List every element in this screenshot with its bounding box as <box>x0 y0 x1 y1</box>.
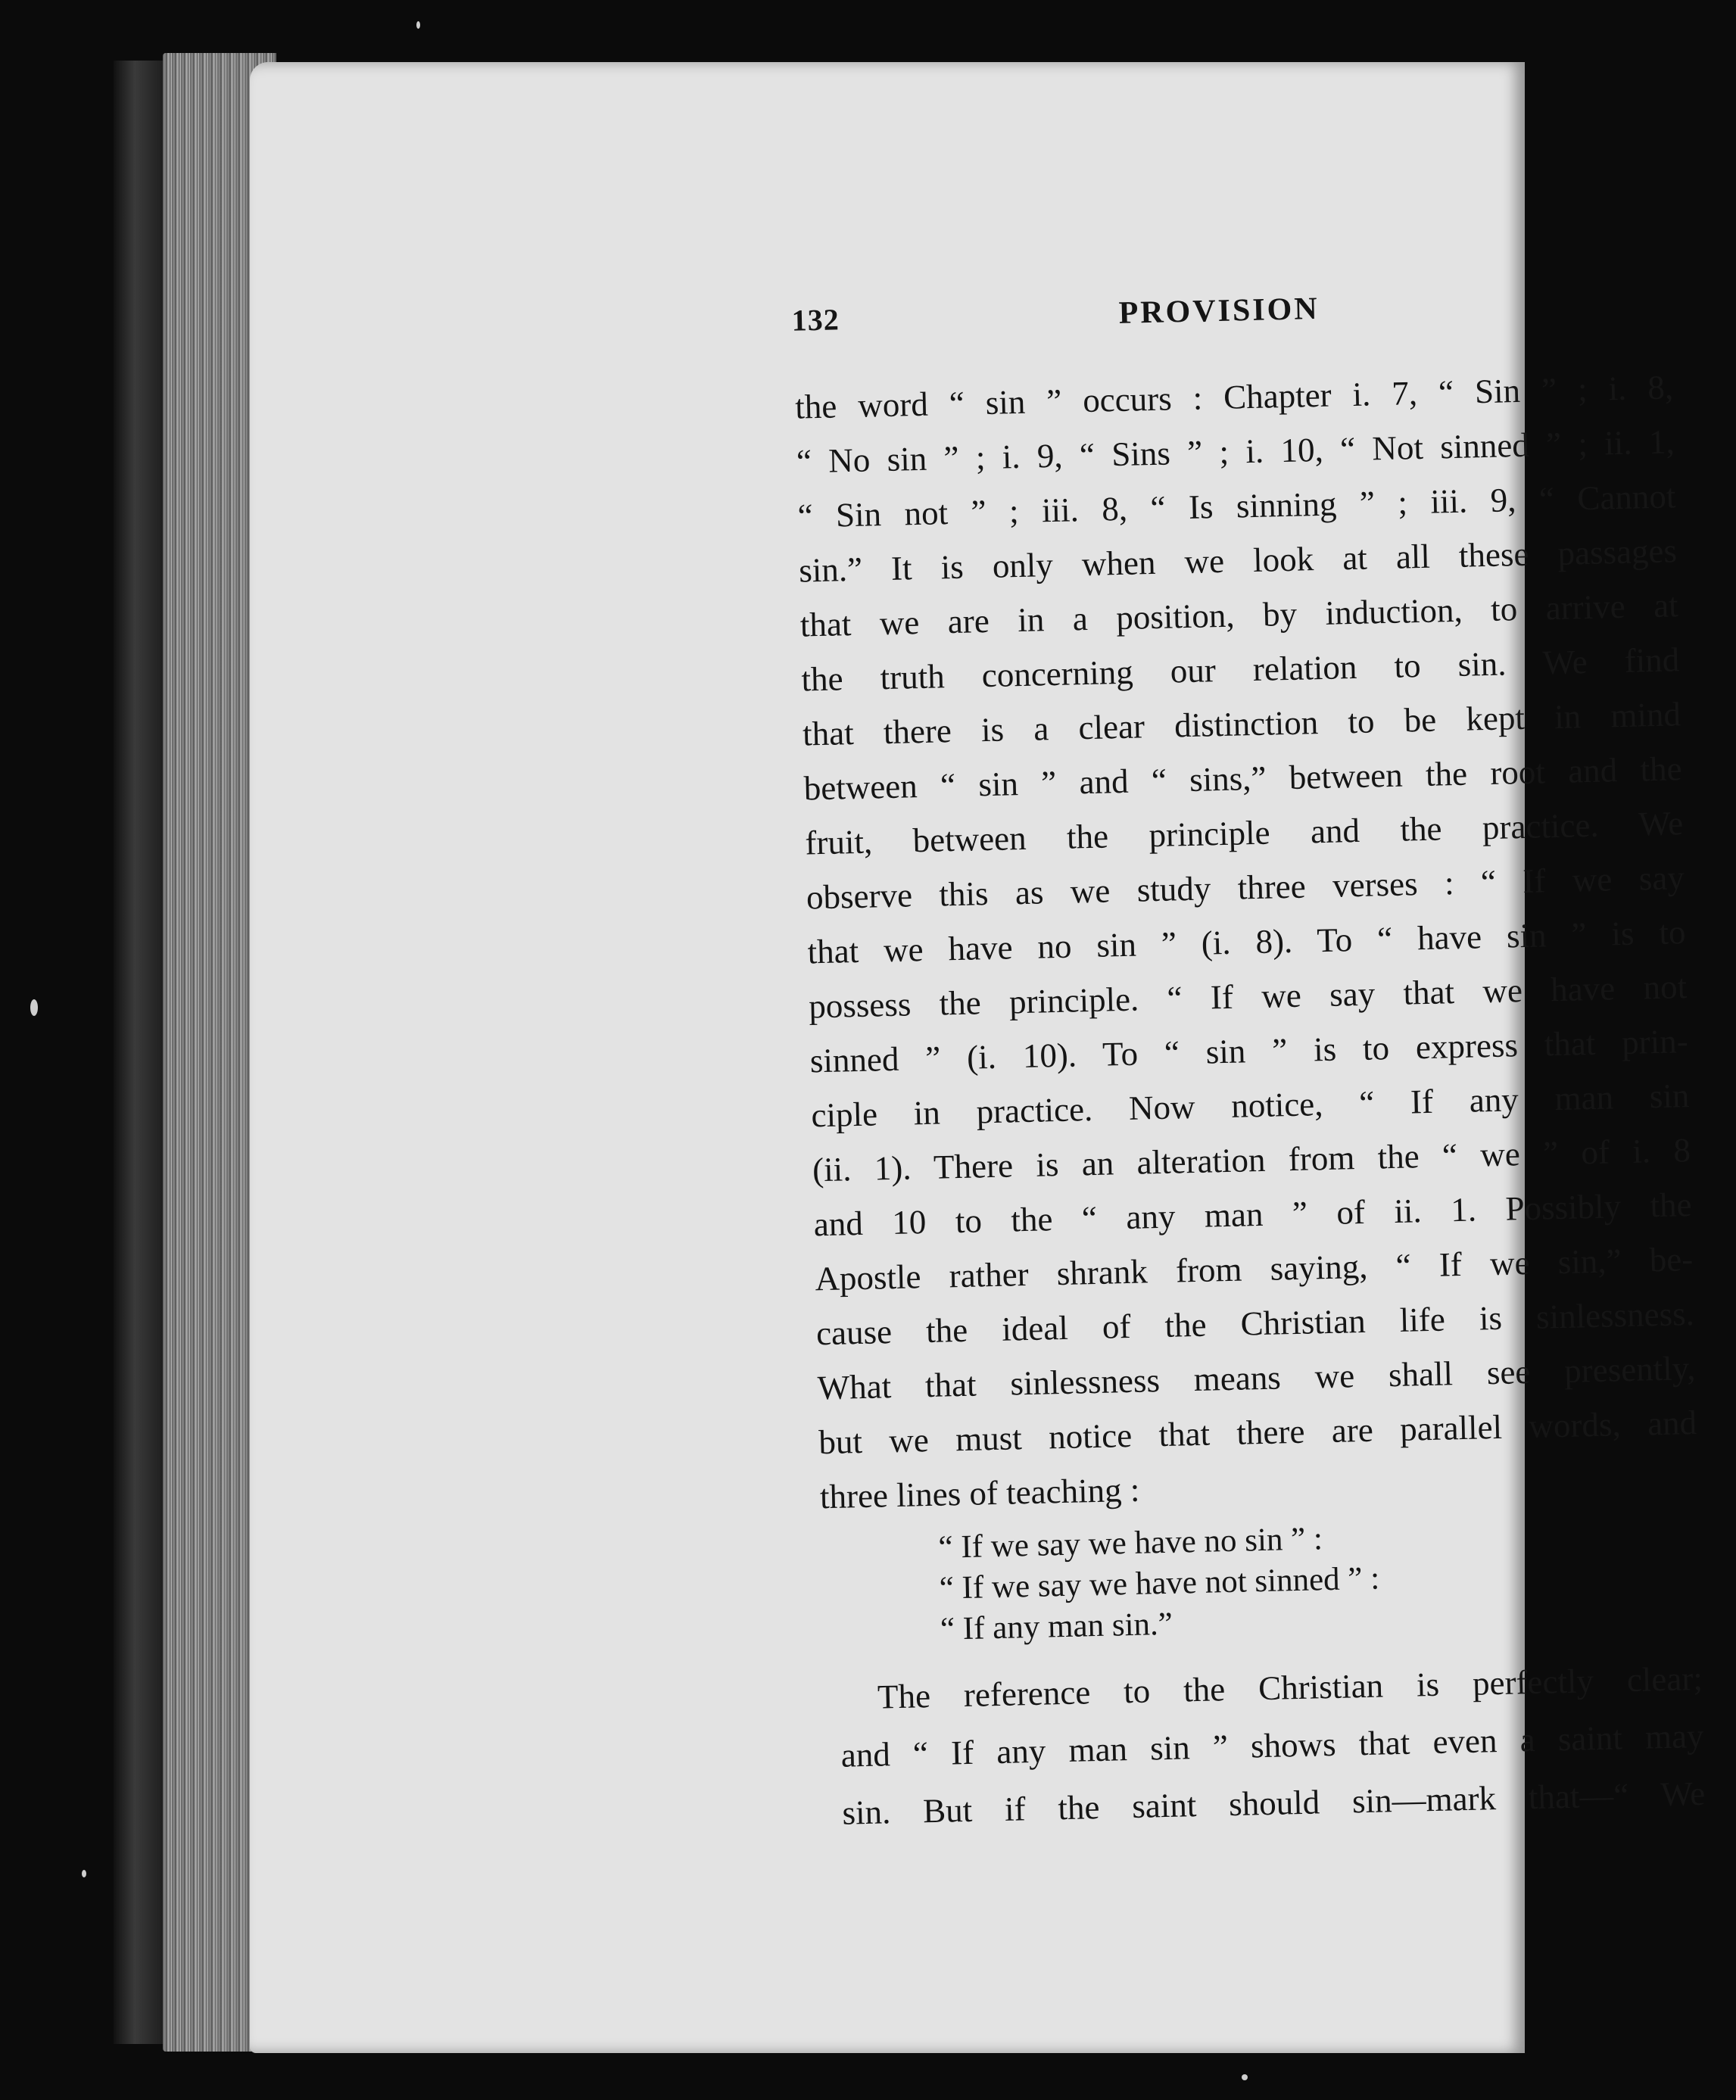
text-line: fruit, between the principle and the practice. We <box>804 804 1684 862</box>
text-line: that we have no sin ” (i. 8). To “ have sin ” is to <box>807 913 1686 971</box>
text-line: sinned ” (i. 10). To “ sin ” is to express that prin- <box>809 1022 1689 1080</box>
text-line: sin.” It is only when we look at all these passages <box>798 531 1678 590</box>
text-line: sin. But if the saint should sin—mark that—“ We <box>841 1774 1706 1832</box>
page-header <box>785 284 1634 348</box>
book-spine-shadow <box>114 61 167 2044</box>
text-line: “ No sin ” ; i. 9, “ Sins ” ; i. 10, “ Not sinned ” ; ii. 1, <box>796 422 1675 481</box>
text-block <box>780 42 1706 1832</box>
scan-artifact <box>1242 2074 1248 2080</box>
quote-line: “ If any man sin.” <box>940 1606 1173 1647</box>
text-line: What that sinlessness means we shall see presently, <box>817 1349 1697 1407</box>
text-line: three lines of teaching : <box>819 1470 1140 1516</box>
scan-artifact <box>416 21 420 29</box>
text-line: but we must notice that there are parallel words, and <box>818 1403 1697 1462</box>
quote-line: “ If we say we have no sin ” : <box>938 1521 1323 1566</box>
text-line: between “ sin ” and “ sins,” between the root and the <box>803 749 1683 808</box>
text-line: cause the ideal of the Christian life is sinlessness. <box>815 1295 1695 1353</box>
text-line: Apostle rather shrank from saying, “ If we sin,” be- <box>814 1240 1694 1298</box>
scan-artifact <box>30 999 38 1016</box>
text-line: observe this as we study three verses : “ If we say <box>806 858 1685 917</box>
page-number: 132 <box>791 302 840 338</box>
text-line: the word “ sin ” occurs : Chapter i. 7, “ Sin ” ; i. 8, <box>794 368 1674 426</box>
body-paragraph <box>795 360 1699 1524</box>
scan-artifact <box>82 1870 86 1877</box>
text-line: that there is a clear distinction to be kept in mind <box>802 695 1681 753</box>
text-line: ciple in practice. Now notice, “ If any man sin <box>811 1076 1690 1135</box>
scripture-quote-block <box>938 1518 1381 1650</box>
text-line: “ Sin not ” ; iii. 8, “ Is sinning ” ; iii. 9, “ Cannot <box>797 477 1676 535</box>
text-line: possess the principle. “ If we say that we have not <box>808 967 1688 1026</box>
running-head: PROVISION <box>1118 291 1320 331</box>
text-line: the truth concerning our relation to sin. We find <box>800 640 1680 699</box>
book-page <box>250 62 1706 2053</box>
text-line: and “ If any man sin ” shows that even a saint may <box>840 1716 1705 1774</box>
text-line: The reference to the Christian is perfectly clear; <box>877 1659 1703 1716</box>
text-line: (ii. 1). There is an alteration from the “ we ” of i. 8 <box>812 1131 1691 1189</box>
quote-line: “ If we say we have not sinned ” : <box>939 1560 1380 1606</box>
text-line: that we are in a position, by induction, to arrive at <box>799 586 1679 644</box>
closing-paragraph <box>839 1650 1706 1842</box>
text-line: and 10 to the “ any man ” of ii. 1. Possibly the <box>813 1186 1693 1244</box>
